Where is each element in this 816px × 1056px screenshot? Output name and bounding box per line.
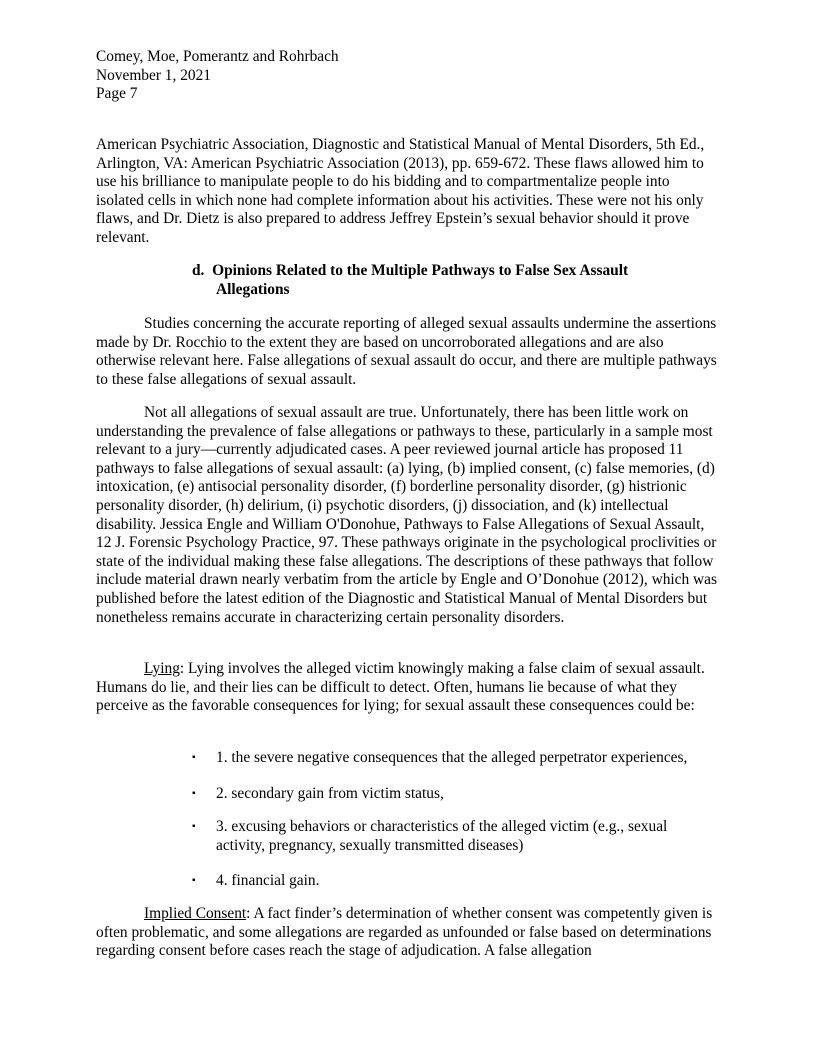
list-item	[192, 818, 720, 855]
list-item	[192, 785, 720, 804]
header-date: November 1, 2021	[96, 66, 211, 84]
header-page-number: Page 7	[96, 85, 138, 103]
paragraph-lying	[96, 660, 720, 716]
list-item-text: 4. financial gain.	[216, 872, 320, 889]
paragraph-studies: Studies concerning the accurate reporting of alleged sexual assaults undermine the assertions made by Dr. Rocchio to the extent they are based on uncorroborated allegations and are also otherwise relevant here. False allegations of sexual assault do occur, and there are multiple pathways to these false allegations of sexual assault.	[96, 315, 717, 388]
paragraph-pathways: Not all allegations of sexual assault are true. Unfortunately, there has been little work on understanding the prevalence of false allegations or pathways to these, particularly in a sample most relevant to a jury—currently adjudicated cases. A peer reviewed journal article has proposed 11 pathways to false allegations of sexual assault: (a) lying, (b) implied consent, (c) false memories, (d) intoxication, (e) antisocial personality disorder, (f) borderline personality disorder, (g) histrionic personality disorder, (h) delirium, (i) psychotic disorders, (j) dissociation, and (k) intellectual disability. Jessica Engle and William O'Donohue, Pathways to False Allegations of Sexual Assault, 12 J. Forensic Psychology Practice, 97. These pathways originate in the psychological proclivities or state of the individual making these false allegations. The descriptions of these pathways that follow include material drawn nearly verbatim from the article by Engle and O’Donohue (2012), which was published before the latest edition of the Diagnostic and Statistical Manual of Mental Disorders but nonetheless remains accurate in characterizing certain personality disorders.	[96, 404, 717, 626]
paragraph-implied-consent	[96, 905, 720, 961]
bullet-square-icon: ▪	[192, 752, 196, 763]
bullet-square-icon: ▪	[192, 875, 196, 886]
implied-consent-text: : A fact finder’s determination of whether consent was competently given is often problematic, and some allegations are regarded as unfounded or false based on determinations regarding consent before cases reach the stage of adjudication. A false allegation	[96, 905, 713, 960]
lying-text: : Lying involves the alleged victim knowingly making a false claim of sexual assault. Humans do lie, and their lies can be difficult to detect. Often, humans lie because of what they perceive as the favorable consequences for lying; for sexual assault these consequences could be:	[96, 660, 705, 715]
list-item	[192, 749, 720, 768]
list-item	[192, 872, 720, 891]
section-label: d.	[192, 262, 205, 279]
list-item-text: 1. the severe negative consequences that the alleged perpetrator experiences,	[216, 749, 688, 766]
letter-header	[96, 48, 720, 104]
section-heading-d	[192, 262, 696, 299]
bullet-square-icon: ▪	[192, 821, 196, 832]
list-item-text: 2. secondary gain from victim status,	[216, 785, 444, 802]
list-item-text: 3. excusing behaviors or characteristics of the alleged victim (e.g., sexual activity, pregnancy, sexually transmitted diseases)	[216, 818, 668, 854]
section-title: Opinions Related to the Multiple Pathways to False Sex Assault Allegations	[212, 262, 629, 298]
term-implied-consent: Implied Consent	[144, 905, 247, 922]
paragraph-dsm-citation: American Psychiatric Association, Diagnostic and Statistical Manual of Mental Disorders, 5th Ed., Arlington, VA: American Psychiatric Association (2013), pp. 659-672. These flaws allowed him to use his brilliance to manipulate people to do his bidding and to compartmentalize people into isolated cells in which none had complete information about his activities. These were not his only flaws, and Dr. Dietz is also prepared to address Jeffrey Epstein’s sexual behavior should it prove relevant.	[96, 136, 705, 246]
header-recipients: Comey, Moe, Pomerantz and Rohrbach	[96, 48, 339, 65]
bullet-square-icon: ▪	[192, 788, 196, 799]
term-lying: Lying	[144, 660, 180, 677]
